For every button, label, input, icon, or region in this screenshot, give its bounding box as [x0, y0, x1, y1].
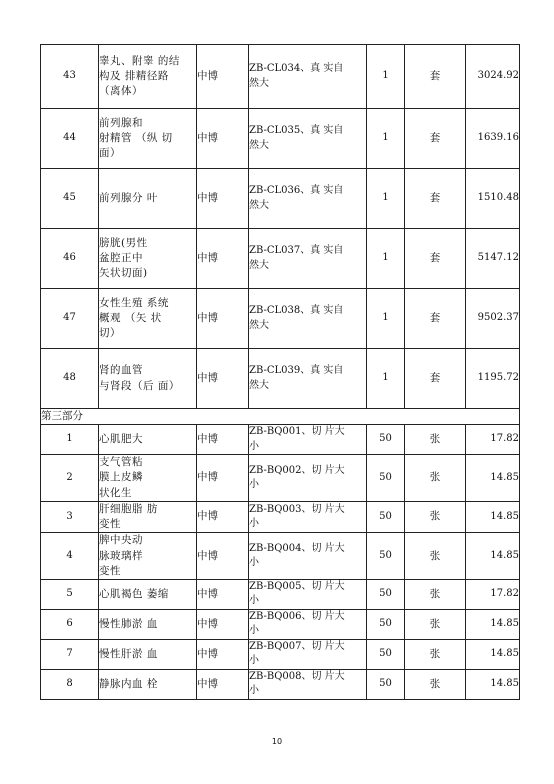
- quantity: 50: [367, 533, 405, 580]
- table-row: [41, 229, 520, 289]
- unit: 张: [405, 425, 466, 455]
- section-row: [41, 409, 520, 425]
- quantity: 50: [367, 639, 405, 669]
- model-spec: [249, 425, 367, 455]
- item-number: 4: [41, 533, 99, 580]
- section-title: 第三部分: [41, 409, 520, 425]
- manufacturer: 中博: [197, 425, 249, 455]
- table-row: [41, 289, 520, 349]
- model-spec-line: ZB-CL039、真 实自: [249, 365, 344, 376]
- model-spec-line: 然大: [249, 319, 269, 331]
- item-name: [99, 669, 197, 699]
- table-row: [41, 169, 520, 229]
- unit-price: 1510.48: [466, 169, 520, 229]
- item-number: 46: [41, 229, 99, 289]
- quantity: 50: [367, 579, 405, 609]
- unit: 张: [405, 669, 466, 699]
- unit-price: 5147.12: [466, 229, 520, 289]
- model-spec: [249, 639, 367, 669]
- item-name-line: 膀胱(男性: [99, 236, 148, 249]
- item-name: [99, 639, 197, 669]
- item-name-line: 睾丸、附睾 的结: [99, 54, 180, 67]
- model-spec-line: 小: [249, 685, 259, 697]
- model-spec-line: ZB-BQ008、切 片大: [249, 670, 345, 682]
- model-spec-line: ZB-CL035、真 实自: [249, 125, 344, 136]
- item-name-line: 切）: [99, 327, 121, 340]
- item-number: 7: [41, 639, 99, 669]
- manufacturer: 中博: [197, 669, 249, 699]
- unit: 套: [405, 349, 466, 409]
- equipment-table: [40, 44, 520, 700]
- item-name-line: 肝细胞脂 肪: [99, 502, 158, 515]
- manufacturer: 中博: [197, 609, 249, 639]
- unit: 张: [405, 533, 466, 580]
- table-row: [41, 349, 520, 409]
- unit: 套: [405, 45, 466, 109]
- item-name-line: 矢状切面): [99, 267, 148, 280]
- model-spec-line: 然大: [249, 139, 269, 151]
- model-spec-line: ZB-CL038、真 实自: [249, 305, 344, 316]
- unit: 套: [405, 169, 466, 229]
- model-spec: [249, 669, 367, 699]
- unit-price: 14.85: [466, 639, 520, 669]
- item-name: [99, 533, 197, 580]
- quantity: 1: [367, 45, 405, 109]
- item-number: 6: [41, 609, 99, 639]
- model-spec-line: ZB-BQ007、切 片大: [249, 640, 345, 652]
- model-spec-line: 小: [249, 655, 259, 667]
- item-name: [99, 501, 197, 532]
- model-spec: [249, 579, 367, 609]
- table-row: [41, 45, 520, 109]
- item-name-line: 变性: [99, 564, 121, 577]
- item-number: 44: [41, 109, 99, 169]
- unit: 张: [405, 455, 466, 502]
- item-number: 2: [41, 455, 99, 502]
- item-number: 48: [41, 349, 99, 409]
- model-spec: [249, 609, 367, 639]
- table-row: [41, 455, 520, 502]
- model-spec: [249, 169, 367, 229]
- model-spec-line: ZB-CL034、真 实自: [249, 63, 344, 74]
- item-name: [99, 45, 197, 109]
- item-name-line: 脾中央动: [99, 534, 143, 547]
- unit-price: 14.85: [466, 669, 520, 699]
- quantity: 1: [367, 289, 405, 349]
- quantity: 50: [367, 501, 405, 532]
- model-spec-line: 然大: [249, 199, 269, 211]
- item-name: [99, 349, 197, 409]
- unit: 张: [405, 501, 466, 532]
- manufacturer: 中博: [197, 639, 249, 669]
- manufacturer: 中博: [197, 109, 249, 169]
- model-spec-line: 小: [249, 479, 259, 491]
- quantity: 50: [367, 669, 405, 699]
- item-name-line: 射精管 （纵 切: [99, 131, 173, 144]
- model-spec-line: ZB-BQ002、切 片大: [249, 464, 345, 476]
- model-spec-line: 小: [249, 557, 259, 569]
- item-name: [99, 425, 197, 455]
- model-spec: [249, 349, 367, 409]
- item-number: 3: [41, 501, 99, 532]
- table-row: [41, 579, 520, 609]
- item-name: [99, 579, 197, 609]
- item-name: [99, 609, 197, 639]
- manufacturer: 中博: [197, 169, 249, 229]
- model-spec-line: 小: [249, 595, 259, 607]
- unit-price: 14.85: [466, 501, 520, 532]
- item-name-line: 慢性肝淤 血: [99, 647, 158, 660]
- manufacturer: 中博: [197, 455, 249, 502]
- unit-price: 3024.92: [466, 45, 520, 109]
- manufacturer: 中博: [197, 349, 249, 409]
- model-spec: [249, 289, 367, 349]
- unit: 张: [405, 639, 466, 669]
- item-number: 1: [41, 425, 99, 455]
- item-number: 47: [41, 289, 99, 349]
- unit-price: 14.85: [466, 455, 520, 502]
- item-name-line: 与肾段（后 面）: [99, 379, 180, 392]
- model-spec-line: 然大: [249, 379, 269, 391]
- item-name-line: 前列腺分 叶: [99, 191, 158, 204]
- item-name: [99, 289, 197, 349]
- model-spec-line: ZB-BQ006、切 片大: [249, 610, 345, 622]
- manufacturer: 中博: [197, 289, 249, 349]
- table-row: [41, 501, 520, 532]
- table-row: [41, 533, 520, 580]
- table-row: [41, 109, 520, 169]
- model-spec: [249, 501, 367, 532]
- item-name-line: 静脉内血 栓: [99, 677, 158, 690]
- item-number: 45: [41, 169, 99, 229]
- item-number: 43: [41, 45, 99, 109]
- unit-price: 17.82: [466, 579, 520, 609]
- model-spec-line: ZB-BQ004、切 片大: [249, 542, 345, 554]
- item-name-line: 脉玻璃样: [99, 549, 143, 562]
- quantity: 50: [367, 609, 405, 639]
- model-spec-line: 小: [249, 440, 259, 452]
- unit: 套: [405, 229, 466, 289]
- item-name-line: 构及 排精径路: [99, 69, 169, 82]
- quantity: 1: [367, 349, 405, 409]
- item-name-line: 慢性肺淤 血: [99, 617, 158, 630]
- unit: 张: [405, 579, 466, 609]
- model-spec: [249, 455, 367, 502]
- quantity: 50: [367, 455, 405, 502]
- item-name-line: 心肌褐色 萎缩: [99, 587, 169, 600]
- model-spec-line: 然大: [249, 77, 269, 89]
- item-name-line: 面）: [99, 147, 121, 160]
- page-number: 10: [271, 737, 283, 746]
- item-name-line: 心肌肥大: [99, 433, 143, 446]
- model-spec-line: ZB-CL036、真 实自: [249, 185, 344, 196]
- item-name-line: 前列腺和: [99, 116, 143, 129]
- unit-price: 1195.72: [466, 349, 520, 409]
- item-name-line: 支气管粘: [99, 456, 143, 469]
- item-number: 8: [41, 669, 99, 699]
- manufacturer: 中博: [197, 501, 249, 532]
- manufacturer: 中博: [197, 579, 249, 609]
- quantity: 1: [367, 109, 405, 169]
- quantity: 1: [367, 229, 405, 289]
- unit-price: 14.85: [466, 533, 520, 580]
- table-row: [41, 669, 520, 699]
- item-name-line: 盆腔正中: [99, 251, 143, 264]
- model-spec: [249, 109, 367, 169]
- manufacturer: 中博: [197, 45, 249, 109]
- item-name-line: 状化生: [99, 486, 132, 499]
- item-name-line: 肾的血管: [99, 364, 143, 377]
- table-row: [41, 639, 520, 669]
- item-name: [99, 455, 197, 502]
- model-spec: [249, 229, 367, 289]
- item-name-line: （离体）: [99, 85, 143, 98]
- item-name: [99, 229, 197, 289]
- model-spec: [249, 533, 367, 580]
- item-name-line: 变性: [99, 518, 121, 531]
- model-spec-line: ZB-BQ001、切 片大: [249, 426, 345, 438]
- model-spec-line: 小: [249, 518, 259, 530]
- model-spec-line: ZB-BQ003、切 片大: [249, 503, 345, 515]
- table-row: [41, 609, 520, 639]
- unit: 套: [405, 109, 466, 169]
- manufacturer: 中博: [197, 229, 249, 289]
- unit-price: 1639.16: [466, 109, 520, 169]
- item-name-line: 概观 （矢 状: [99, 311, 162, 324]
- unit-price: 14.85: [466, 609, 520, 639]
- item-name: [99, 109, 197, 169]
- unit-price: 9502.37: [466, 289, 520, 349]
- item-number: 5: [41, 579, 99, 609]
- model-spec-line: 然大: [249, 259, 269, 271]
- table-row: [41, 425, 520, 455]
- model-spec-line: ZB-BQ005、切 片大: [249, 580, 345, 592]
- unit: 套: [405, 289, 466, 349]
- item-name-line: 女性生殖 系统: [99, 296, 169, 309]
- item-name-line: 膜上皮鳞: [99, 471, 143, 484]
- unit: 张: [405, 609, 466, 639]
- manufacturer: 中博: [197, 533, 249, 580]
- quantity: 50: [367, 425, 405, 455]
- unit-price: 17.82: [466, 425, 520, 455]
- model-spec: [249, 45, 367, 109]
- item-name: [99, 169, 197, 229]
- quantity: 1: [367, 169, 405, 229]
- model-spec-line: 小: [249, 625, 259, 637]
- model-spec-line: ZB-CL037、真 实自: [249, 245, 344, 256]
